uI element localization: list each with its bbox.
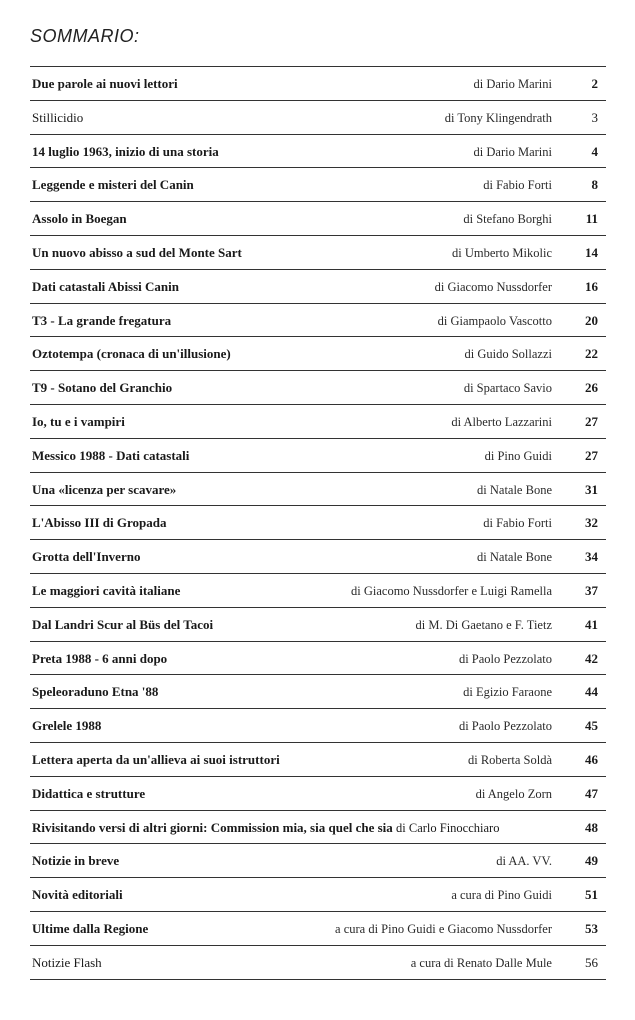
toc-entry-page: 51 [585,887,598,903]
toc-entry [30,743,606,777]
toc-entry-page: 8 [591,177,598,193]
toc-entry-author: di Giacomo Nussdorfer e Luigi Ramella [351,583,552,598]
table-of-contents [30,66,606,980]
toc-entry-title: Dal Landri Scur al Büs del Tacoi [32,616,214,632]
toc-entry-title: Un nuovo abisso a sud del Monte Sart [32,244,242,260]
toc-entry [30,878,606,912]
toc-entry [30,811,606,845]
toc-entry-title: Ultime dalla Regione [32,920,149,936]
toc-entry [30,405,606,439]
toc-entry-title: Assolo in Boegan [32,211,127,227]
toc-entry-page: 32 [585,515,598,531]
toc-entry [30,608,606,642]
toc-entry-title: T3 - La grande fregatura [32,312,172,328]
toc-entry-title: Lettera aperta da un'allieva ai suoi istruttori [32,751,280,767]
toc-entry-author: di Paolo Pezzolato [458,719,552,734]
toc-entry-page: 56 [585,954,598,970]
toc-entry-page: 46 [585,751,598,767]
toc-entry-author: di Stefano Borghi [463,212,552,227]
toc-entry-page: 31 [585,481,598,497]
toc-entry-title: Due parole ai nuovi lettori [32,76,178,91]
toc-entry-title: Oztotempa (cronaca di un'illusione) [32,346,231,362]
toc-entry-page: 27 [585,447,598,463]
toc-entry-page: 44 [585,684,598,700]
toc-entry [30,439,606,473]
toc-entry-author: di Giampaolo Vascotto [437,313,552,328]
toc-entry-author: a cura di Pino Guidi e Giacomo Nussdorfer [335,921,552,936]
toc-entry-page: 26 [585,380,598,396]
toc-entry-author: di Natale Bone [477,482,552,497]
toc-entry [30,101,606,135]
toc-entry [30,168,606,202]
toc-entry [30,67,606,101]
toc-entry-page: 22 [585,346,598,362]
toc-entry [30,337,606,371]
toc-entry [30,709,606,743]
toc-entry-title: Io, tu e i vampiri [32,413,125,429]
toc-entry-author: di Tony Klingendrath [444,110,552,125]
toc-entry-author: di Pino Guidi [484,448,552,463]
page-title: SOMMARIO: [30,26,140,46]
toc-entry-page: 48 [585,819,598,835]
toc-entry-page: 41 [585,616,598,632]
toc-entry [30,844,606,878]
toc-entry [30,574,606,608]
toc-entry-title: 14 luglio 1963, inizio di una storia [32,143,219,159]
toc-entry-title: Messico 1988 - Dati catastali [32,447,190,463]
toc-entry-author: di Umberto Mikolic [452,245,552,260]
toc-entry-page: 47 [585,785,598,801]
toc-entry [30,304,606,338]
toc-entry-title: Didattica e strutture [32,785,146,801]
toc-entry [30,473,606,507]
toc-entry-author: di Carlo Finocchiaro [396,820,500,835]
toc-entry-author: di Guido Sollazzi [464,347,552,362]
toc-entry-title: Speleoraduno Etna '88 [32,684,159,700]
toc-entry-page: 45 [585,718,598,734]
toc-entry-title: Una «licenza per scavare» [32,481,177,497]
toc-entry [30,506,606,540]
toc-entry-title: Leggende e misteri del Canin [32,177,194,193]
toc-entry-page: 49 [585,853,598,869]
toc-entry [30,946,606,980]
toc-entry [30,540,606,574]
toc-entry-page: 14 [585,244,598,260]
toc-entry [30,202,606,236]
toc-entry-page: 34 [585,549,598,565]
toc-entry-author: di Dario Marini [473,144,552,159]
toc-entry [30,270,606,304]
toc-entry [30,777,606,811]
toc-entry-author: di Alberto Lazzarini [451,414,552,429]
toc-entry-author: di Natale Bone [477,550,552,565]
toc-entry-title: Novità editoriali [32,887,123,903]
toc-entry-author: di Fabio Forti [483,516,552,531]
toc-entry-title: L'Abisso III di Gropada [32,515,167,531]
toc-entry-author: di Egizio Faraone [463,685,552,700]
toc-entry [30,135,606,169]
toc-entry-page: 20 [585,312,598,328]
toc-entry-author: di Angelo Zorn [475,786,552,801]
toc-entry-page: 16 [585,278,598,294]
toc-entry-title: Le maggiori cavità italiane [32,582,181,598]
toc-entry-page: 27 [585,413,598,429]
toc-entry-page: 2 [591,76,598,91]
toc-entry-page: 11 [585,211,598,227]
toc-entry-author: di M. Di Gaetano e F. Tietz [415,617,552,632]
toc-entry-title [32,820,499,836]
toc-entry-author: di AA. VV. [496,854,552,869]
toc-entry-title: Notizie Flash [32,954,102,970]
toc-entry-title-text: Rivisitando versi di altri giorni: Commission mia, sia quel che sia [32,819,393,835]
toc-entry-page: 3 [591,109,598,125]
toc-entry-title: Preta 1988 - 6 anni dopo [32,650,168,666]
toc-entry-author: di Giacomo Nussdorfer [434,279,552,294]
toc-entry-author: di Spartaco Savio [463,381,552,396]
toc-entry-author: a cura di Renato Dalle Mule [410,955,552,970]
toc-entry [30,675,606,709]
toc-entry-page: 4 [591,143,598,159]
toc-entry-author: di Dario Marini [473,77,552,91]
toc-entry [30,912,606,946]
toc-entry-page: 53 [585,920,598,936]
toc-entry-author: a cura di Pino Guidi [451,888,552,903]
toc-entry-author: di Paolo Pezzolato [458,651,552,666]
toc-entry-title: Stillicidio [32,109,84,125]
toc-entry-title: Notizie in breve [32,853,120,869]
toc-entry [30,371,606,405]
toc-entry-author: di Fabio Forti [483,178,552,193]
toc-entry [30,236,606,270]
toc-entry [30,642,606,676]
toc-entry-page: 42 [585,650,598,666]
toc-entry-title: Grelele 1988 [32,718,102,734]
toc-entry-title: Dati catastali Abissi Canin [32,278,179,294]
toc-entry-title: T9 - Sotano del Granchio [32,380,173,396]
toc-entry-title: Grotta dell'Inverno [32,549,141,565]
toc-entry-author: di Roberta Soldà [467,752,552,767]
toc-entry-page: 37 [585,582,598,598]
